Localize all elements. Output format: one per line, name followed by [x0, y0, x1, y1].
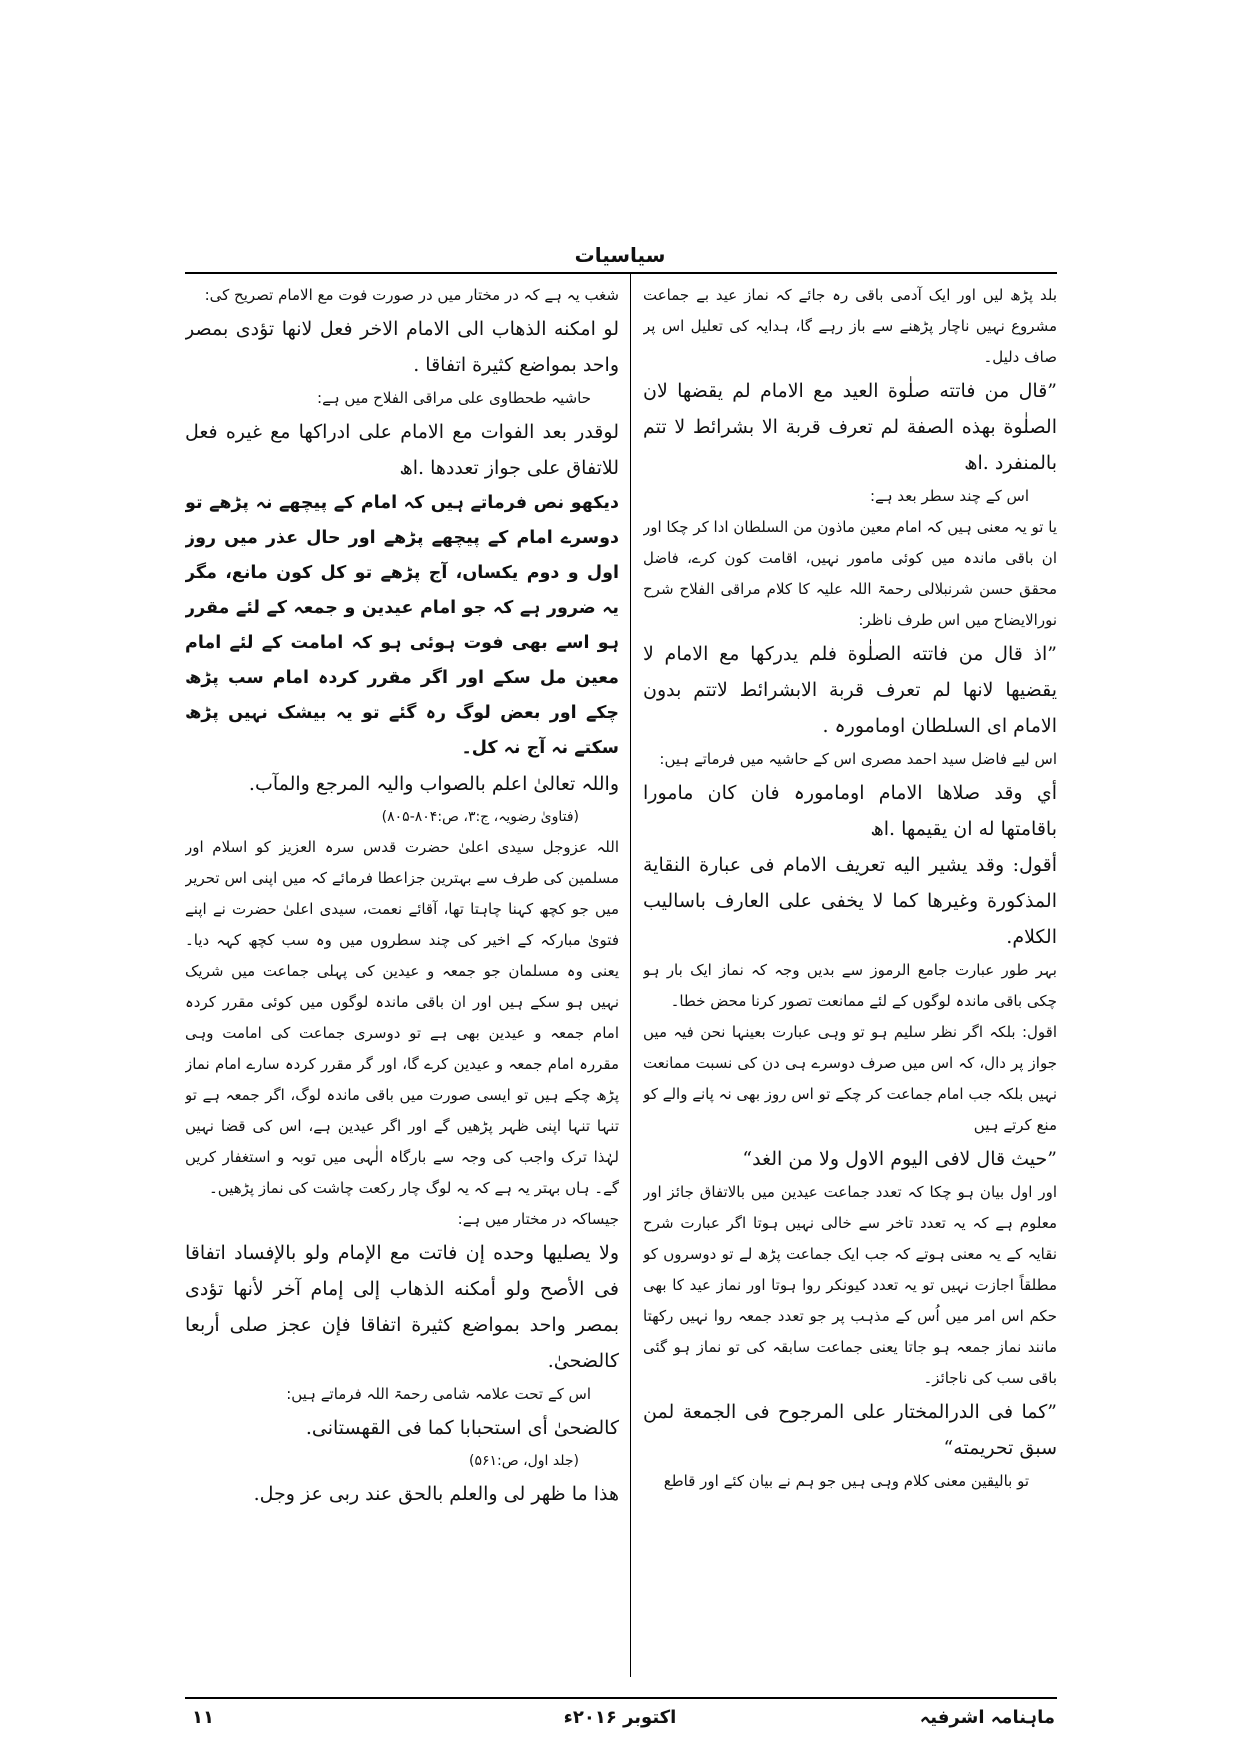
paragraph: ”كما فی الدرالمختار على المرجوح فی الجمعة لمن سبق تحريمته“	[643, 1401, 1057, 1459]
paragraph: أقول: وقد يشير اليه تعريف الامام فی عبارة النقاية المذكورة وغيرها كما لا يخفى على العارف باساليب الكلام.	[643, 854, 1057, 948]
footer-magazine-name: ماہنامہ اشرفیہ	[919, 1707, 1055, 1728]
paragraph: حاشیہ طحطاوی علی مراقی الفلاح میں ہے:	[317, 389, 591, 407]
paragraph: تو بالیقین معنی کلام وہی ہیں جو ہم نے بیان کئے اور قاطع	[663, 1472, 1029, 1490]
right-column	[643, 280, 1057, 1680]
paragraph: اس لیے فاضل سید احمد مصری اس کے حاشیہ میں فرماتے ہیں:	[659, 750, 1057, 768]
paragraph: اس کے چند سطر بعد ہے:	[870, 487, 1029, 505]
paragraph: واللہ تعالیٰ اعلم بالصواب والیہ المرجع والمآب.	[248, 773, 619, 795]
paragraph: (جلد اول، ص:۵۶۱)	[468, 1453, 579, 1469]
paragraph: بلد پڑھ لیں اور ایک آدمی باقی رہ جائے کہ نماز عید بے جماعت مشروع نہیں ناچار پڑھنے سے باز رہے گا، ہدایہ کی تعلیل اس پر صاف دلیل۔	[643, 286, 1057, 366]
paragraph: شغب یہ ہے کہ در مختار میں در صورت فوت مع الامام تصریح کی:	[204, 286, 619, 304]
paragraph: أي وقد صلاها الامام اومامورہ فان كان مامورا باقامتها له ان يقيمها .اھ	[643, 782, 1057, 840]
paragraph: دیکھو نص فرماتے ہیں کہ امام کے پیچھے نہ پڑھے تو دوسرے امام کے پیچھے پڑھے اور حال عذر میں روز اول و دوم یکساں، آج پڑھے تو کل کون مانع، مگر یہ ضرور ہے کہ جو امام عیدین و جمعہ کے لئے مقرر ہو اسے بھی فوت ہوئی ہو کہ امامت کے لئے امام معین مل سکے اور اگر مقرر کردہ امام سب پڑھ چکے اور بعض لوگ رہ گئے تو یہ بیشک نہیں پڑھ سکتے نہ آج نہ کل۔	[185, 493, 619, 758]
paragraph: اس کے تحت علامہ شامی رحمۃ اللہ فرماتے ہیں:	[286, 1385, 591, 1403]
paragraph: كالضحیٰ أی استحبابا كما فی القهستانی.	[305, 1417, 619, 1439]
footer-rule	[185, 1697, 1057, 1699]
running-header-title: سیاسیات	[574, 243, 666, 267]
paragraph: ”حيث قال لافی اليوم الاول ولا من الغد“	[742, 1148, 1057, 1170]
paragraph: هذا ما ظهر لی والعلم بالحق عند ربی عز وجل.	[253, 1483, 619, 1505]
paragraph: (فتاویٰ رضویہ، ج:۳، ص:۸۰۴-۸۰۵)	[381, 809, 579, 825]
paragraph: لو امكنه الذهاب الى الامام الاخر فعل لانها تؤدى بمصر واحد بمواضع كثيرة اتفاقا .	[185, 318, 619, 376]
paragraph: اور اول بیان ہو چکا کہ تعدد جماعت عیدین میں بالاتفاق جائز اور معلوم ہے کہ یہ تعدد تاخر سے خالی نہیں ہوتا اگر عبارت شرح نقایہ کے یہ معنی ہوتے کہ جب ایک جماعت پڑھ لے تو دوسروں کو مطلقاً اجازت نہیں تو یہ تعدد کیونکر روا ہوتا اور نماز عید کا بھی حکم اس امر میں اُس کے مذہب پر جو تعدد جمعہ روا نہیں رکھتا مانند نماز جمعہ ہو جاتا یعنی جماعت سابقہ کی تو نماز ہو گئی باقی سب کی ناجائز۔	[643, 1183, 1057, 1387]
paragraph: ولا يصليها وحده إن فاتت مع الإمام ولو بالإفساد اتفاقا فی الأصح ولو أمكنه الذهاب إلی إمام آخر لأنها تؤدی بمصر واحد بمواضع كثيرة اتفاقا فإن عجز صلی أربعا كالضحیٰ.	[185, 1242, 619, 1372]
column-divider	[630, 274, 631, 1677]
paragraph: یا تو یہ معنی ہیں کہ امام معین ماذون من السلطان ادا کر چکا اور ان باقی ماندہ میں کوئی مامور نہیں، اقامت کون کرے، فاضل محقق حسن شرنبلالی رحمۃ اللہ علیہ کا کلام مراقی الفلاح شرح نورالایضاح میں اس طرف ناظر:	[643, 518, 1057, 629]
paragraph: لوقدر بعد الفوات مع الامام على ادراكها مع غيره فعل للاتفاق على جواز تعددها .اھ	[185, 421, 619, 479]
paragraph: ”اذ قال من فاتته الصلٰوة فلم يدركها مع الامام لا يقضيها لانها لم تعرف قربة الابشرائط لاتتم بدون الامام ای السلطان اومامورہ .	[643, 643, 1057, 737]
paragraph: جیساکہ در مختار میں ہے:	[457, 1210, 619, 1228]
footer-issue-date: اکتوبر ۲۰۱۶ء	[563, 1707, 677, 1728]
left-column	[185, 280, 619, 1680]
footer-page-number: ۱۱	[192, 1707, 214, 1728]
paragraph: بہر طور عبارت جامع الرموز سے بدیں وجہ کہ نماز ایک بار ہو چکی باقی ماندہ لوگوں کے لئے ممانعت تصور کرنا محض خطا۔	[643, 961, 1057, 1010]
header-rule	[185, 272, 1057, 274]
paragraph: اقول: بلکہ اگر نظر سلیم ہو تو وہی عبارت بعینہا نحن فیہ میں جواز پر دال، کہ اس میں صرف دوسرے ہی دن کی نسبت ممانعت نہیں بلکہ جب امام جماعت کر چکے تو اس روز بھی نہ پانے والے کو منع کرتے ہیں	[643, 1023, 1057, 1134]
paragraph: اللہ عزوجل سیدی اعلیٰ حضرت قدس سرہ العزیز کو اسلام اور مسلمین کی طرف سے بہترین جزاعطا فرمائے کہ میں اپنی اس تحریر میں جو کچھ کہنا چاہتا تھا، آقائے نعمت، سیدی اعلیٰ حضرت نے اپنے فتویٰ مبارکہ کے اخیر کی چند سطروں میں وہ سب کچھ کہہ دیا۔ یعنی وہ مسلمان جو جمعہ و عیدین کی پہلی جماعت میں شریک نہیں ہو سکے ہیں اور ان باقی ماندہ لوگوں میں کوئی مقرر کردہ امام جمعہ و عیدین بھی ہے تو دوسری جماعت کی امامت وہی مقررہ امام جمعہ و عیدین کرے گا، اور گر مقرر کردہ سارے امام نماز پڑھ چکے ہیں تو ایسی صورت میں باقی ماندہ لوگ، اگر جمعہ ہے تو تنہا تنہا اپنی ظہر پڑھیں گے اور اگر عیدین ہے، اس کی قضا نہیں لہٰذا ترک واجب کی وجہ سے بارگاہ الٰہی میں توبہ و استغفار کریں گے۔ ہاں بہتر یہ ہے کہ یہ لوگ چار رکعت چاشت کی نماز پڑھیں۔	[185, 838, 619, 1197]
paragraph: ”قال من فاتته صلٰوة العيد مع الامام لم يقضها لان الصلٰوة بهذه الصفة لم تعرف قربة الا بشرائط لا تتم بالمنفرد .اھ	[643, 380, 1057, 474]
